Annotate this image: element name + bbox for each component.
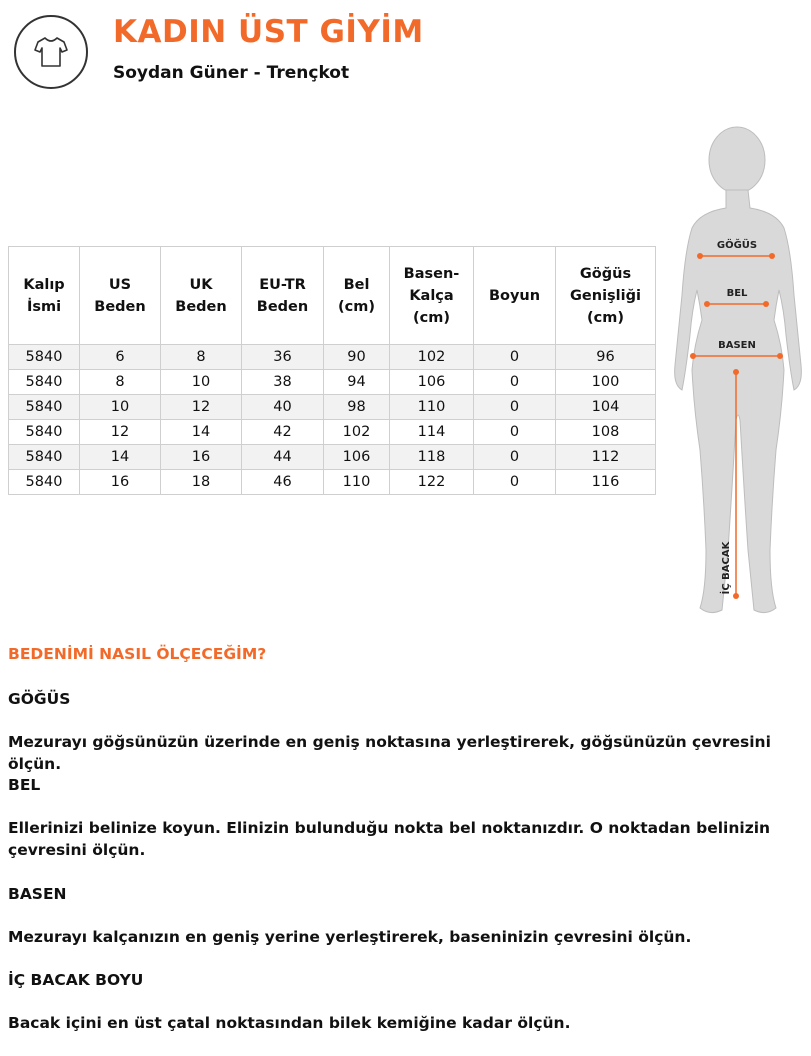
- table-cell: 36: [242, 345, 324, 370]
- table-cell: 102: [324, 420, 390, 445]
- header-cell: EU-TR Beden: [242, 247, 324, 345]
- table-cell: 10: [80, 395, 161, 420]
- hip-label: BASEN: [718, 340, 756, 351]
- table-cell: 106: [324, 445, 390, 470]
- table-cell: 0: [474, 370, 556, 395]
- table-cell: 106: [390, 370, 474, 395]
- header-cell: Basen- Kalça (cm): [390, 247, 474, 345]
- table-cell: 110: [324, 470, 390, 495]
- table-cell: 98: [324, 395, 390, 420]
- table-cell: 0: [474, 395, 556, 420]
- table-cell: 14: [161, 420, 242, 445]
- table-cell: 16: [161, 445, 242, 470]
- table-cell: 122: [390, 470, 474, 495]
- table-cell: 118: [390, 445, 474, 470]
- table-cell: 12: [80, 420, 161, 445]
- table-cell: 10: [161, 370, 242, 395]
- waist-description: Ellerinizi belinize koyun. Elinizin bulunduğu nokta bel noktanızdır. O noktadan belinizin çevresini ölçün.: [8, 819, 771, 859]
- header-cell: Göğüs Genişliği (cm): [556, 247, 656, 345]
- table-cell: 38: [242, 370, 324, 395]
- product-subtitle: Soydan Güner - Trençkot: [113, 63, 350, 83]
- table-cell: 112: [556, 445, 656, 470]
- table-row: [9, 370, 656, 395]
- table-cell: 96: [556, 345, 656, 370]
- chest-title: GÖĞÜS: [8, 690, 71, 708]
- table-cell: 116: [556, 470, 656, 495]
- table-row: [9, 445, 656, 470]
- body-measurement-figure: [666, 120, 811, 620]
- body-silhouette: [675, 127, 802, 613]
- chest-label: GÖĞÜS: [716, 240, 758, 251]
- tshirt-icon-circle: [14, 15, 88, 89]
- hip-description: Mezurayı kalçanızın en geniş yerine yerleştirerek, baseninizin çevresini ölçün.: [8, 928, 692, 946]
- table-cell: 0: [474, 345, 556, 370]
- page-title: KADIN ÜST GİYİM: [113, 14, 424, 50]
- header-cell: Bel (cm): [324, 247, 390, 345]
- tshirt-icon: [33, 35, 69, 69]
- table-cell: 114: [390, 420, 474, 445]
- table-cell: 40: [242, 395, 324, 420]
- table-cell: 0: [474, 470, 556, 495]
- table-cell: 44: [242, 445, 324, 470]
- table-row: [9, 470, 656, 495]
- table-cell: 0: [474, 420, 556, 445]
- table-header-row: [9, 247, 656, 345]
- table-row: [9, 420, 656, 445]
- table-cell: 16: [80, 470, 161, 495]
- table-row: [9, 345, 656, 370]
- table-cell: 5840: [9, 445, 80, 470]
- chest-description: Mezurayı göğsünüzün üzerinde en geniş noktasına yerleştirerek, göğsünüzün çevresini ölçün.: [8, 733, 771, 773]
- size-table: [8, 246, 656, 495]
- table-cell: 5840: [9, 370, 80, 395]
- inseam-title: İÇ BACAK BOYU: [8, 971, 144, 989]
- table-cell: 108: [556, 420, 656, 445]
- header-cell: UK Beden: [161, 247, 242, 345]
- hip-title: BASEN: [8, 885, 67, 903]
- guide-heading: BEDENİMİ NASIL ÖLÇECEĞİM?: [8, 645, 267, 663]
- header-cell: US Beden: [80, 247, 161, 345]
- table-cell: 46: [242, 470, 324, 495]
- table-cell: 102: [390, 345, 474, 370]
- table-cell: 5840: [9, 470, 80, 495]
- table-cell: 100: [556, 370, 656, 395]
- table-cell: 110: [390, 395, 474, 420]
- table-cell: 5840: [9, 395, 80, 420]
- table-cell: 42: [242, 420, 324, 445]
- table-cell: 12: [161, 395, 242, 420]
- header-cell: Boyun: [474, 247, 556, 345]
- waist-title: BEL: [8, 776, 41, 794]
- table-cell: 5840: [9, 420, 80, 445]
- table-cell: 5840: [9, 345, 80, 370]
- table-cell: 6: [80, 345, 161, 370]
- inseam-label: İÇ BACAK: [721, 541, 732, 595]
- waist-label: BEL: [726, 288, 748, 299]
- header-cell: Kalıp İsmi: [9, 247, 80, 345]
- table-cell: 14: [80, 445, 161, 470]
- table-row: [9, 395, 656, 420]
- table-cell: 8: [161, 345, 242, 370]
- table-cell: 8: [80, 370, 161, 395]
- inseam-description: Bacak içini en üst çatal noktasından bilek kemiğine kadar ölçün.: [8, 1014, 571, 1032]
- table-cell: 90: [324, 345, 390, 370]
- table-cell: 18: [161, 470, 242, 495]
- table-cell: 0: [474, 445, 556, 470]
- table-cell: 104: [556, 395, 656, 420]
- table-cell: 94: [324, 370, 390, 395]
